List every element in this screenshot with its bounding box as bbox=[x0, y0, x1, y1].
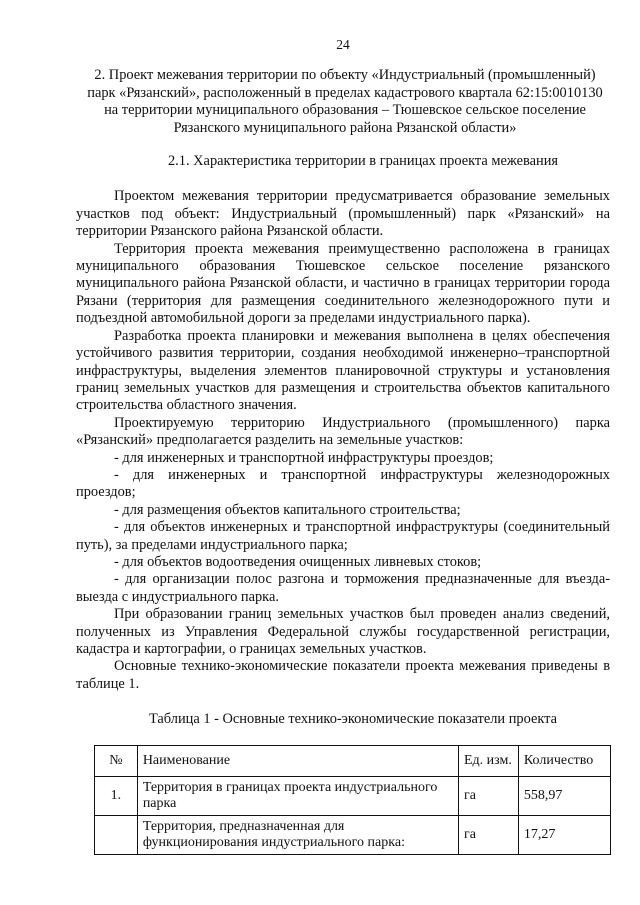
cell-unit: га bbox=[458, 815, 518, 854]
land-plot-list bbox=[76, 450, 610, 607]
header-qty: Количество bbox=[518, 745, 610, 776]
subsection-title: 2.1. Характеристика территории в границах проекта межевания bbox=[167, 153, 559, 170]
list-item: - для инженерных и транспортной инфраструктуры железнодорожных проездов; bbox=[76, 466, 610, 501]
body-text-before bbox=[76, 188, 610, 449]
header-name: Наименование bbox=[137, 745, 458, 776]
paragraph: Проектируемую территорию Индустриального (промышленного) парка «Рязанский» предполагается разделить на земельные участков: bbox=[76, 414, 610, 449]
header-num: № bbox=[95, 745, 138, 776]
list-item: - для организации полос разгона и торможения предназначенные для въезда-выезда с индустриального парка. bbox=[76, 571, 610, 605]
document-page bbox=[76, 36, 610, 855]
body-text-after bbox=[76, 606, 610, 693]
cell-qty: 558,97 bbox=[518, 776, 610, 815]
table-row bbox=[95, 776, 611, 815]
paragraph: Территория проекта межевания преимущественно расположена в границах муниципального образования Тюшевское сельское поселение рязанского муниципального района Рязанской области, и частично в границах территории города Рязани (территория для размещения соединительного железнодорожного пути и подъездной автомобильной дороги за пределами индустриального парка). bbox=[76, 240, 610, 327]
paragraph: Проектом межевания территории предусматривается образование земельных участков под объект: Индустриальный (промышленный) парк «Рязанский» на территории Рязанского района Рязанской области. bbox=[76, 188, 610, 240]
table-header-row bbox=[95, 745, 611, 776]
indicators-table bbox=[94, 745, 611, 855]
paragraph: Разработка проекта планировки и межевания выполнена в целях обеспечения устойчивого развития территории, создания необходимой инженерно–транспортной инфраструктуры, выделения элементов планировочной структуры и установления границ земельных участков для размещения и строительства объектов капитального строительства областного значения. bbox=[76, 327, 610, 414]
section-title: 2. Проект межевания территории по объекту «Индустриальный (промышленный) парк «Рязанский», расположенный в пределах кадастрового квартала 62:15:0010130 на территории муниципального образования – Тюшевское сельское поселение Рязанского муниципального района Рязанской области» bbox=[87, 67, 603, 136]
list-item: - для размещения объектов капитального строительства; bbox=[114, 501, 461, 518]
cell-num: 1. bbox=[95, 776, 138, 815]
list-item: - для объектов инженерных и транспортной инфраструктуры (соединительный путь), за пределами индустриального парка; bbox=[76, 519, 610, 553]
paragraph: При образовании границ земельных участков был проведен анализ сведений, полученных из Управления Федеральной службы государственной регистрации, кадастра и картографии, о границах земельных участков. bbox=[76, 606, 610, 657]
list-item: - для объектов водоотведения очищенных ливневых стоков; bbox=[114, 553, 482, 570]
cell-qty: 17,27 bbox=[518, 815, 610, 854]
cell-name: Территория в границах проекта индустриального парка bbox=[137, 776, 458, 815]
list-item: - для инженерных и транспортной инфраструктуры проездов; bbox=[114, 449, 494, 466]
cell-unit: га bbox=[458, 776, 518, 815]
table-caption: Таблица 1 - Основные технико-экономические показатели проекта bbox=[148, 711, 558, 728]
cell-num bbox=[95, 815, 138, 854]
table-row bbox=[95, 815, 611, 854]
header-unit: Ед. изм. bbox=[458, 745, 518, 776]
page-number: 24 bbox=[336, 37, 350, 52]
cell-name: Территория, предназначенная для функционирования индустриального парка: bbox=[137, 815, 458, 854]
paragraph: Основные технико-экономические показатели проекта межевания приведены в таблице 1. bbox=[76, 658, 610, 692]
